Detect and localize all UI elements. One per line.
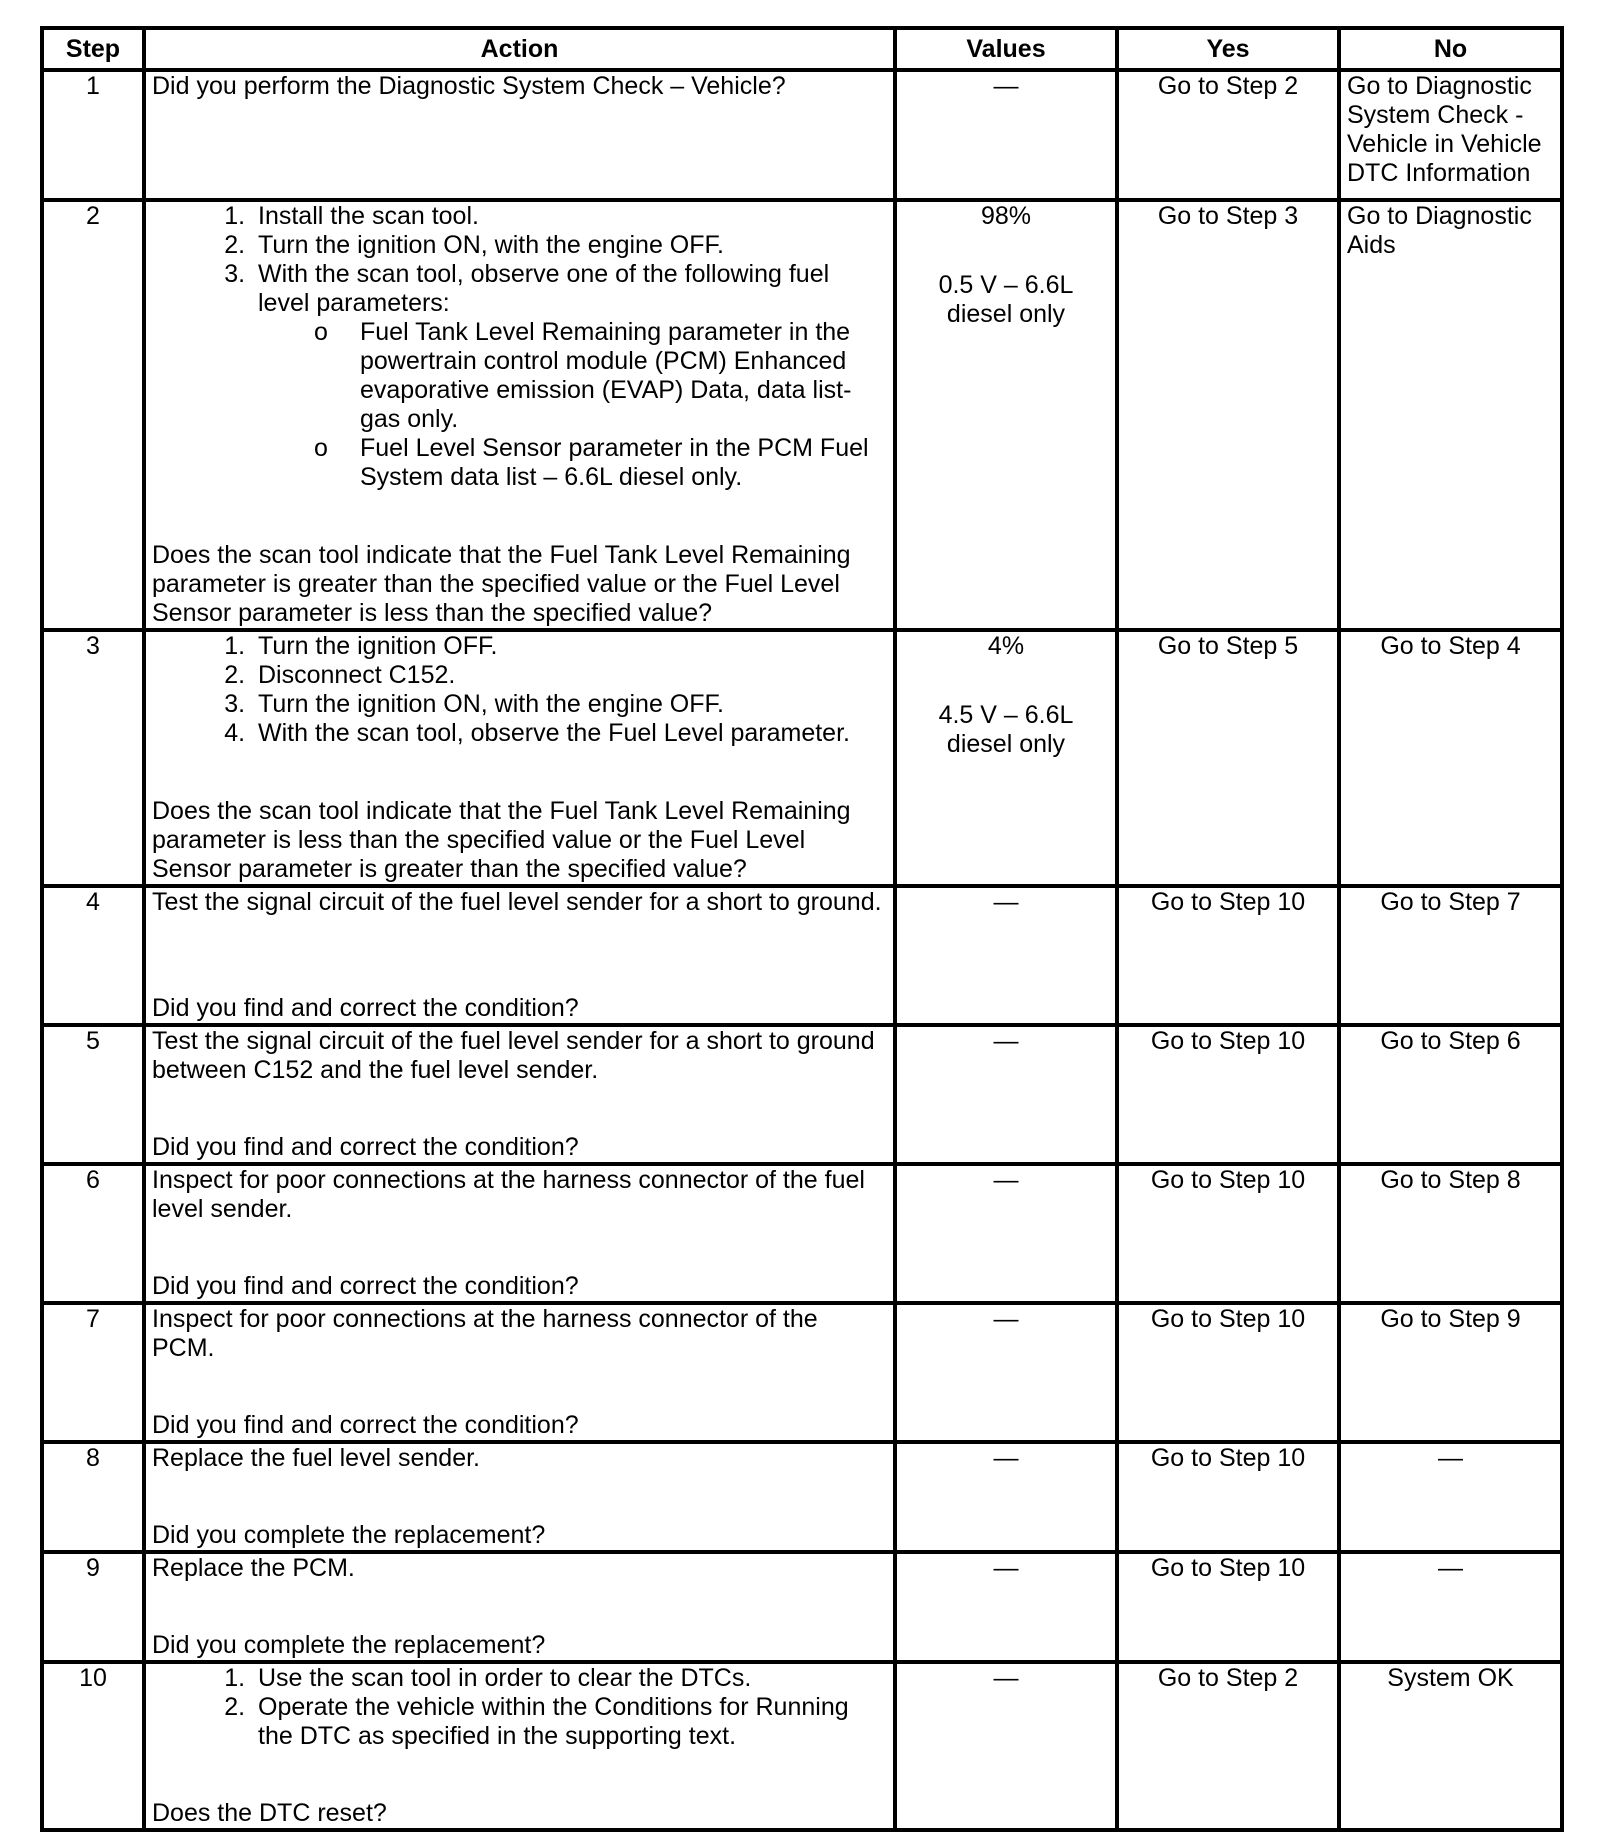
table-row	[42, 886, 1562, 1025]
action-cell	[144, 70, 895, 200]
procedure-list	[152, 1664, 887, 1751]
procedure-item	[252, 260, 887, 492]
action-cell	[144, 1164, 895, 1303]
yes-cell: Go to Step 2	[1117, 70, 1339, 200]
step-number: 7	[42, 1303, 144, 1442]
table-row	[42, 70, 1562, 200]
action-cell	[144, 1552, 895, 1662]
header-step: Step	[42, 28, 144, 70]
action-instruction: Inspect for poor connections at the harness connector of the PCM.	[152, 1305, 818, 1362]
action-question: Did you find and correct the condition?	[152, 1272, 579, 1300]
action-question: Did you complete the replacement?	[152, 1631, 546, 1659]
header-row	[42, 28, 1562, 70]
action-question: Did you find and correct the condition?	[152, 1411, 579, 1439]
no-cell: Go to Step 6	[1339, 1025, 1562, 1164]
value-entry: 98%	[980, 202, 1032, 230]
action-instruction: Test the signal circuit of the fuel level sender for a short to ground between C152 and the fuel level sender.	[152, 1027, 875, 1084]
table-row	[42, 1025, 1562, 1164]
values-cell: —	[895, 1025, 1117, 1164]
yes-cell: Go to Step 10	[1117, 1442, 1339, 1552]
step-number: 1	[42, 70, 144, 200]
yes-cell: Go to Step 10	[1117, 886, 1339, 1025]
procedure-item: 2. Operate the vehicle within the Conditions for Running the DTC as specified in the supporting text.	[252, 1693, 887, 1751]
action-question: Did you find and correct the condition?	[152, 994, 579, 1022]
action-instruction: Inspect for poor connections at the harness connector of the fuel level sender.	[152, 1166, 865, 1223]
step-number: 10	[42, 1662, 144, 1830]
sub-item: o Fuel Tank Level Remaining parameter in the powertrain control module (PCM) Enhanced evaporative emission (EVAP) Data, data list-gas only.	[358, 318, 887, 434]
values-cell: —	[895, 1662, 1117, 1830]
action-instruction: Replace the fuel level sender.	[152, 1444, 480, 1472]
procedure-list	[152, 632, 887, 748]
values-cell: —	[895, 70, 1117, 200]
yes-cell: Go to Step 3	[1117, 200, 1339, 630]
yes-cell: Go to Step 10	[1117, 1552, 1339, 1662]
action-cell	[144, 886, 895, 1025]
action-instruction: Replace the PCM.	[152, 1554, 355, 1582]
values-cell: —	[895, 1442, 1117, 1552]
table-row	[42, 1164, 1562, 1303]
yes-cell: Go to Step 10	[1117, 1025, 1339, 1164]
procedure-item: 3. Turn the ignition ON, with the engine OFF.	[252, 690, 887, 719]
step-number: 9	[42, 1552, 144, 1662]
values-cell: —	[895, 1303, 1117, 1442]
table-row	[42, 630, 1562, 886]
procedure-item: 1. Use the scan tool in order to clear the DTCs.	[252, 1664, 887, 1693]
step-number: 4	[42, 886, 144, 1025]
procedure-list	[152, 202, 887, 492]
no-cell: —	[1339, 1552, 1562, 1662]
values-cell: —	[895, 1164, 1117, 1303]
action-cell	[144, 1303, 895, 1442]
table-row	[42, 1552, 1562, 1662]
step-number: 6	[42, 1164, 144, 1303]
no-cell: Go to Step 8	[1339, 1164, 1562, 1303]
header-yes: Yes	[1117, 28, 1339, 70]
yes-cell: Go to Step 10	[1117, 1303, 1339, 1442]
values-cell	[895, 200, 1117, 630]
header-action: Action	[144, 28, 895, 70]
values-cell: —	[895, 1552, 1117, 1662]
diagnostic-table	[40, 26, 1564, 1832]
step-number: 2	[42, 200, 144, 630]
no-cell: Go to Step 4	[1339, 630, 1562, 886]
table-row	[42, 1662, 1562, 1830]
action-question: Does the scan tool indicate that the Fuel Tank Level Remaining parameter is greater than the specified value or the Fuel Level Sensor parameter is less than the specified value?	[152, 541, 851, 627]
action-instruction: Did you perform the Diagnostic System Check – Vehicle?	[152, 72, 786, 100]
no-cell: —	[1339, 1442, 1562, 1552]
table-row	[42, 1442, 1562, 1552]
no-cell: Go to Diagnostic Aids	[1339, 200, 1562, 630]
step-number: 8	[42, 1442, 144, 1552]
action-question: Did you find and correct the condition?	[152, 1133, 579, 1161]
header-no: No	[1339, 28, 1562, 70]
values-cell: —	[895, 886, 1117, 1025]
procedure-item-text: With the scan tool, observe one of the following fuel level parameters:	[258, 260, 830, 317]
action-question: Did you complete the replacement?	[152, 1521, 546, 1549]
action-instruction: Test the signal circuit of the fuel level sender for a short to ground.	[152, 888, 882, 916]
sub-item: o Fuel Level Sensor parameter in the PCM Fuel System data list – 6.6L diesel only.	[358, 434, 887, 492]
step-number: 3	[42, 630, 144, 886]
action-cell	[144, 200, 895, 630]
procedure-item: 4. With the scan tool, observe the Fuel Level parameter.	[252, 719, 887, 748]
table-row	[42, 1303, 1562, 1442]
sub-list	[258, 318, 887, 492]
action-cell	[144, 1025, 895, 1164]
action-cell	[144, 1442, 895, 1552]
values-cell	[895, 630, 1117, 886]
yes-cell: Go to Step 10	[1117, 1164, 1339, 1303]
procedure-item: 1. Install the scan tool.	[252, 202, 887, 231]
table-row	[42, 200, 1562, 630]
header-values: Values	[895, 28, 1117, 70]
procedure-item: 2. Turn the ignition ON, with the engine OFF.	[252, 231, 887, 260]
action-question: Does the DTC reset?	[152, 1799, 387, 1827]
action-cell	[144, 630, 895, 886]
no-cell: System OK	[1339, 1662, 1562, 1830]
procedure-item: 2. Disconnect C152.	[252, 661, 887, 690]
yes-cell: Go to Step 5	[1117, 630, 1339, 886]
value-entry: 0.5 V – 6.6L diesel only	[938, 271, 1074, 328]
yes-cell: Go to Step 2	[1117, 1662, 1339, 1830]
action-cell	[144, 1662, 895, 1830]
no-cell: Go to Diagnostic System Check - Vehicle in Vehicle DTC Information	[1339, 70, 1562, 200]
value-entry: 4%	[987, 632, 1025, 660]
no-cell: Go to Step 9	[1339, 1303, 1562, 1442]
step-number: 5	[42, 1025, 144, 1164]
procedure-item: 1. Turn the ignition OFF.	[252, 632, 887, 661]
no-cell: Go to Step 7	[1339, 886, 1562, 1025]
action-question: Does the scan tool indicate that the Fuel Tank Level Remaining parameter is less than the specified value or the Fuel Level Sensor parameter is greater than the specified value?	[152, 797, 851, 883]
value-entry: 4.5 V – 6.6L diesel only	[938, 701, 1074, 758]
